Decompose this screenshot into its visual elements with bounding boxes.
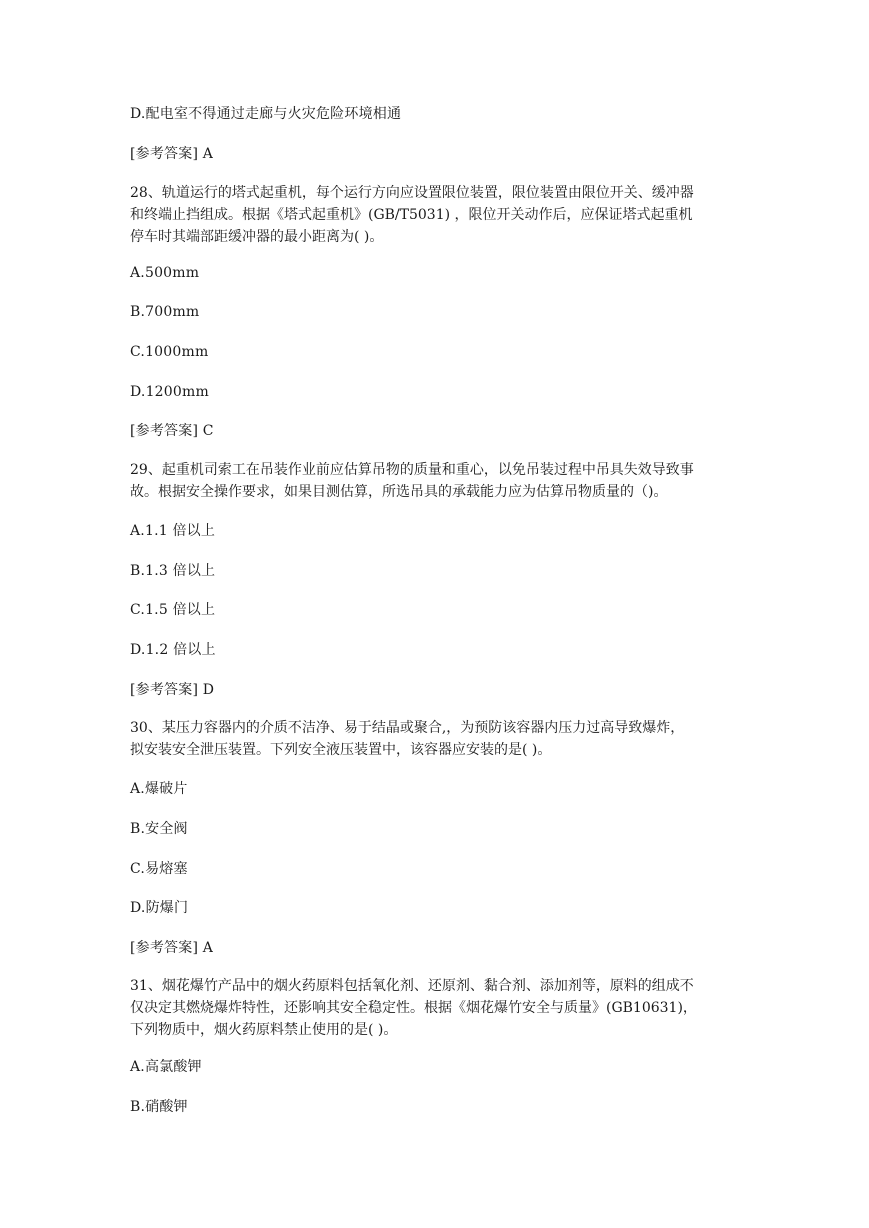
question-text-line: 停车时其端部距缓冲器的最小距离为( )。 (130, 229, 384, 245)
answer-line: [参考答案] A (130, 940, 214, 956)
answer-line: [参考答案] A (130, 146, 214, 162)
question-text-line: 30、某压力容器内的介质不洁净、易于结晶或聚合,，为预防该容器内压力过高导致爆炸， (130, 720, 685, 736)
question-text-line: 31、烟花爆竹产品中的烟火药原料包括氧化剂、还原剂、黏合剂、添加剂等，原料的组成不 (130, 978, 694, 994)
question-29 (130, 459, 745, 503)
option-line: D.防爆门 (130, 900, 189, 916)
question-30 (130, 717, 745, 761)
question-31 (130, 975, 745, 1041)
question-text-line: 29、起重机司索工在吊装作业前应估算吊物的质量和重心，以免吊装过程中吊具失效导致事 (130, 462, 694, 478)
option-line: B.硝酸钾 (130, 1099, 188, 1115)
option-line: B.700mm (130, 304, 200, 320)
option-line: B.安全阀 (130, 821, 188, 837)
question-28 (130, 182, 745, 248)
option-line: A.500mm (130, 265, 200, 281)
option-line: A.高氯酸钾 (130, 1059, 202, 1075)
option-line: D.1200mm (130, 384, 209, 400)
question-text-line: 和终端止挡组成。根据《塔式起重机》(GB/T5031) ，限位开关动作后，应保证塔式起重机 (130, 207, 693, 223)
answer-line: [参考答案] C (130, 423, 214, 439)
question-text-line: 仅决定其燃烧爆炸特性，还影响其安全稳定性。根据《烟花爆竹安全与质量》(GB10631)， (130, 1000, 697, 1016)
question-text-line: 下列物质中，烟火药原料禁止使用的是( )。 (130, 1022, 398, 1038)
option-line: B.1.3 倍以上 (130, 563, 216, 579)
option-line: D.配电室不得通过走廊与火灾危险环境相通 (130, 106, 402, 122)
option-line: C.易熔塞 (130, 861, 188, 877)
option-line: C.1000mm (130, 344, 209, 360)
question-text-line: 拟安装安全泄压装置。下列安全液压装置中，该容器应安装的是( )。 (130, 742, 552, 758)
question-text-line: 故。根据安全操作要求，如果目测估算，所选吊具的承载能力应为估算吊物质量的（)。 (130, 484, 668, 500)
option-line: A.爆破片 (130, 781, 188, 797)
option-line: A.1.1 倍以上 (130, 523, 216, 539)
option-line: C.1.5 倍以上 (130, 602, 216, 618)
option-line: D.1.2 倍以上 (130, 642, 216, 658)
answer-line: [参考答案] D (130, 682, 215, 698)
question-text-line: 28、轨道运行的塔式起重机，每个运行方向应设置限位装置，限位装置由限位开关、缓冲器 (130, 185, 694, 201)
